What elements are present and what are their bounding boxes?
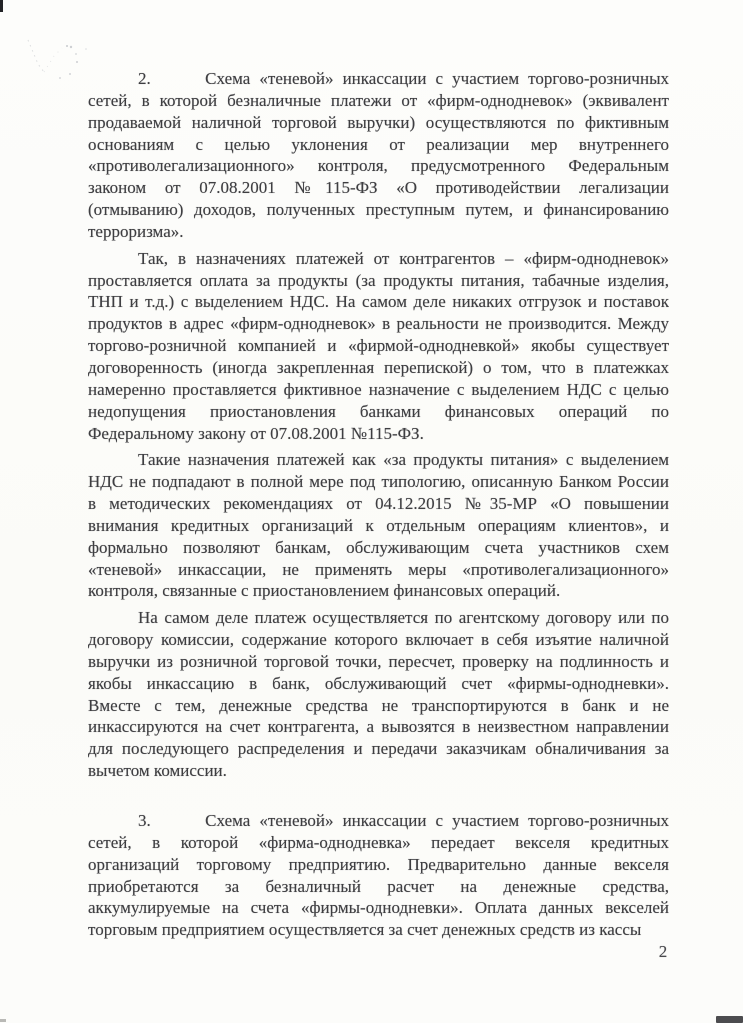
text-line: аккумулируемые на счета «фирмы-однодневки». Оплата данных векселей (88, 898, 669, 918)
text-line: Так, в назначениях платежей от контрагентов – «фирм-однодневок» (138, 248, 669, 268)
paragraph-3 (88, 449, 669, 602)
text-line: контроля, связанные с приостановлением финансовых операций. (88, 581, 561, 601)
text-line: 2. Схема «теневой» инкассации с участием торгово-розничных (138, 69, 669, 88)
text-line: формально позволяют банкам, обслуживающим счета участников схем (88, 537, 669, 557)
text-line: (отмыванию) доходов, полученных преступным путем, и финансированию (88, 200, 669, 220)
text-line: Такие назначения платежей как «за продукты питания» с выделением (138, 450, 669, 470)
text-line: торговым предприятием осуществляется за счет денежных средств из кассы (88, 920, 642, 940)
text-line: в методических рекомендациях от 04.12.2015 №35-МР «О повышении (88, 494, 669, 514)
text-line: основаниям с целью уклонения от реализации мер внутреннего (88, 134, 669, 154)
text-line: недопущения приостановления банками финансовых операций по (88, 401, 669, 421)
text-line: намеренно проставляется фиктивное назначение с выделением НДС с целью (88, 379, 669, 399)
paragraph-2 (88, 248, 669, 445)
text-line: терроризма». (88, 221, 184, 241)
text-line: «теневой» инкассации, не применять меры «противолегализационного» (88, 559, 669, 579)
text-line: вычетом комиссии. (88, 761, 227, 781)
text-line: договоренность (иногда закрепленная перепиской) о том, что в платежках (88, 357, 669, 377)
text-line: продаваемой наличной торговой выручки) осуществляются по фиктивным (88, 112, 669, 132)
text-line: торгово-розничной компанией и «фирмой-однодневкой» якобы существует (88, 336, 669, 356)
text-line: для последующего распределения и передачи заказчикам обналичивания за (88, 739, 669, 759)
text-line: организаций торговому предприятию. Предварительно данные векселя (88, 854, 669, 874)
page-number: 2 (658, 942, 668, 961)
text-line: договору комиссии, содержание которого включает в себя изъятие наличной (88, 630, 669, 650)
text-line: На самом деле платеж осуществляется по агентскому договору или по (138, 608, 669, 628)
text-line: 3. Схема «теневой» инкассации с участием торгово-розничных (138, 811, 669, 830)
text-line: законом от 07.08.2001 №115-ФЗ «О противодействии легализации (88, 178, 669, 198)
text-line: приобретаются за безналичный расчет на денежные средства, (88, 876, 669, 896)
document-text (88, 68, 669, 941)
scan-artifact-top-left (0, 0, 3, 12)
paragraph-4 (88, 607, 669, 782)
text-line: НДС не подпадают в полной мере под типологию, описанную Банком России (88, 472, 669, 492)
text-line: Вместе с тем, денежные средства не транспортируются в банк и не (88, 695, 669, 715)
text-line: выручки из розничной торговой точки, пересчет, проверку на подлинность и (88, 651, 669, 671)
text-line: сетей, в которой «фирма-однодневка» передает векселя кредитных (88, 832, 669, 852)
text-line: якобы инкассацию в банк, обслуживающий счет «фирмы-однодневки». (88, 673, 669, 693)
text-line: проставляется оплата за продукты (за продукты питания, табачные изделия, (88, 270, 669, 290)
paragraph-1 (88, 68, 669, 243)
text-line: продуктов в адрес «фирм-однодневок» в реальности не производится. Между (88, 314, 669, 334)
text-line: ТНП и т.д.) с выделением НДС. На самом деле никаких отгрузок и поставок (88, 292, 669, 312)
scan-artifact-bottom-right (716, 1016, 743, 1023)
text-line: инкассируются на счет контрагента, а вывозятся в неизвестном направлении (88, 717, 669, 737)
text-line: Федеральному закону от 07.08.2001 №115-ФЗ. (88, 423, 424, 443)
paragraph-5 (88, 810, 669, 941)
scan-artifact-bottom-left (0, 1019, 6, 1022)
text-line: внимания кредитных организаций к отдельным операциям клиентов», и (88, 515, 669, 535)
text-line: сетей, в которой безналичные платежи от «фирм-однодневок» (эквивалент (88, 90, 669, 110)
text-line: «противолегализационного» контроля, предусмотренного Федеральным (88, 156, 669, 176)
